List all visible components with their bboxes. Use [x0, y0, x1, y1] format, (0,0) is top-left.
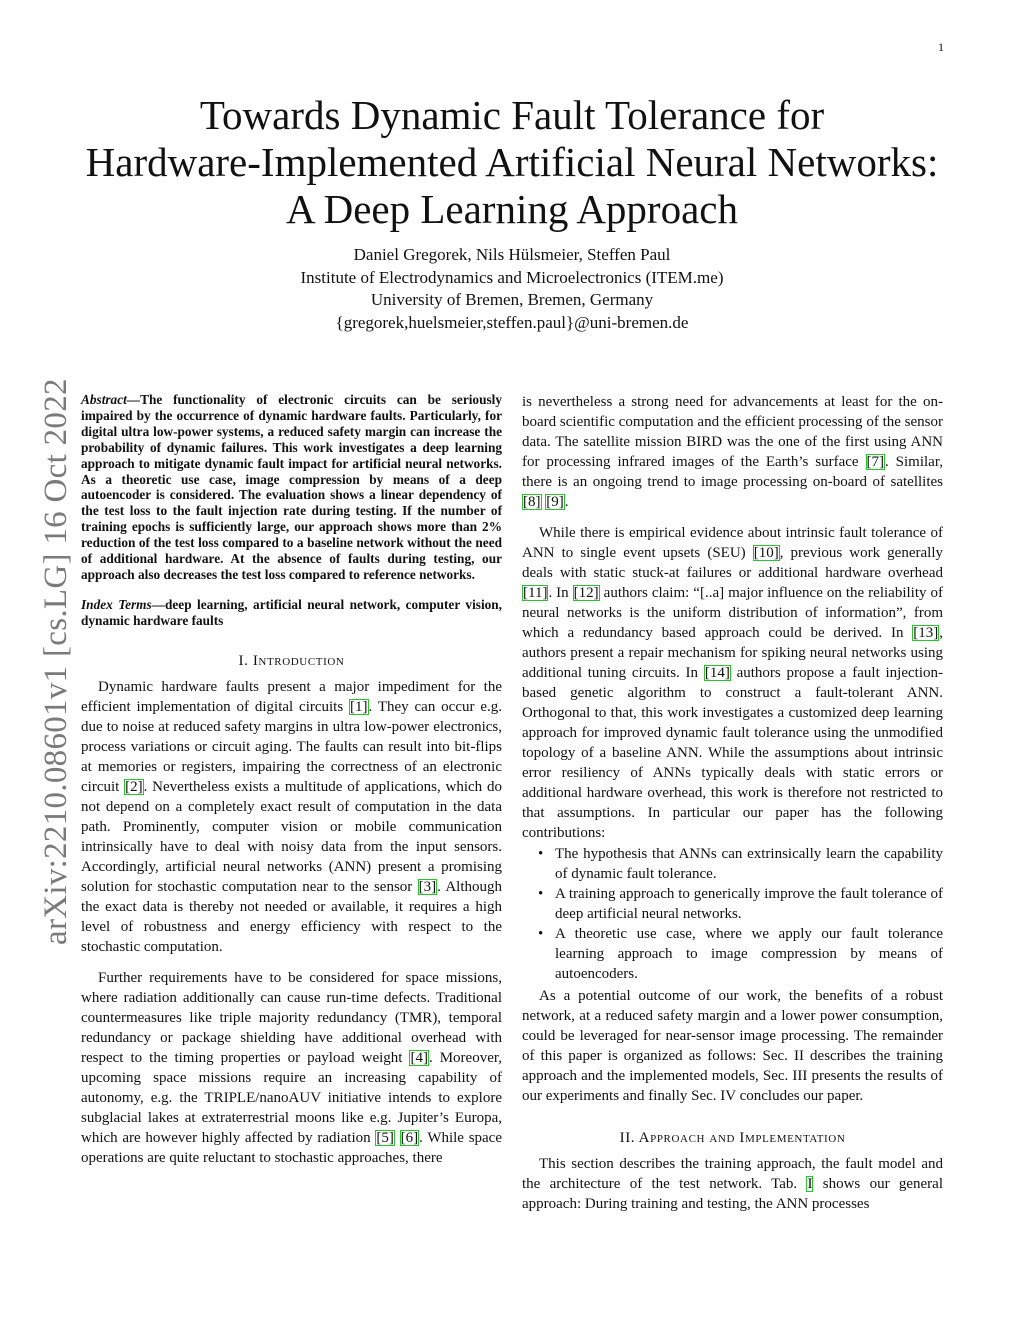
section-heading-introduction: I. Introduction: [238, 652, 345, 669]
paragraph: As a potential outcome of our work, the benefits of a robust network, at a reduced safety margin and a lower power consumption, could be leveraged for near-sensor image processing. The remainder of this paper is organized as follows: Sec. II describes the training approach and the implemented models, Sec. III presents the results of our experiments and finally Sec. IV concludes our paper.: [522, 988, 943, 1104]
right-column: [522, 392, 943, 1214]
citation-link[interactable]: [5]: [376, 1129, 394, 1146]
author-block: [160, 244, 864, 334]
abstract-label: Abstract—: [81, 392, 141, 407]
citation-link[interactable]: [6]: [400, 1129, 419, 1146]
email[interactable]: {gregorek,huelsmeier,steffen.paul}@uni-bremen.de: [335, 312, 689, 332]
citation-link[interactable]: [14]: [704, 665, 730, 681]
citation-link[interactable]: [10]: [753, 545, 779, 561]
abstract-text: The functionality of electronic circuits can be seriously impaired by the occurrence of dynamic hardware faults. Particularly, for digital ultra low-power systems, a reduced safety margin can increase the probability of dynamic failures. This work investigates a deep learning approach to mitigate dynamic fault impact for artificial neural networks. As a theoretic use case, image compression by means of a deep autoencoder is considered. The evaluation shows a linear dependency of the test loss to the fault injection rate during testing. If the number of training epochs is sufficiently large, our approach shows more than 2% reduction of the test loss compared to a baseline network without the need of additional hardware. At the absence of faults during testing, our approach also decreases the test loss compared to reference networks.: [81, 392, 502, 582]
contributions-list: [522, 844, 943, 984]
abstract: [81, 392, 502, 583]
citation-link[interactable]: [8]: [523, 494, 541, 510]
paragraph-continued: . While space operations are quite reluctant to stochastic approaches, there: [81, 1129, 503, 1166]
page-number: 1: [938, 40, 944, 54]
authors: Daniel Gregorek, Nils Hülsmeier, Steffen Paul: [353, 245, 671, 264]
arxiv-identifier[interactable]: arXiv:2210.08601v1 [cs.LG] 16 Oct 2022: [38, 378, 74, 945]
index-terms-label: Index Terms—: [81, 596, 165, 612]
index-terms: [81, 597, 502, 629]
paragraph: Dynamic hardware faults present a major impediment for the efficient implementation of digital circuits [1]. They can occur e.g. due to noise at reduced safety margins in ultra low-power electronics, process variations or circuit aging. The faults can result into bit-flips at memories or registers, impairing the correctness of an electronic circuit [2]. Nevertheless exists a multitude of applications, which do not depend on a completely exact result of computation in the data path. Prominently, computer vision or mobile communication intrinsically have to deal with noisy data from the input sensors. Accordingly, artificial neural networks (ANN) present a promising solution for stochastic computation near to the sensor [3]. Although the exact data is thereby not needed or available, it requires a high level of robustness and energy efficiency with respect to the stochastic computation.: [81, 678, 502, 955]
citation-link[interactable]: [4]: [410, 1049, 428, 1066]
citation-link[interactable]: [13]: [913, 625, 939, 641]
title-line: Towards Dynamic Fault Tolerance for: [199, 92, 825, 138]
citation-link[interactable]: [3]: [418, 878, 437, 895]
table-reference-link[interactable]: I: [807, 1176, 813, 1192]
citation-link[interactable]: [11]: [523, 585, 548, 601]
citation-link[interactable]: [9]: [546, 494, 564, 510]
paper-title: [60, 92, 964, 233]
title-line: A Deep Learning Approach: [286, 186, 738, 232]
affiliation: Institute of Electrodynamics and Microelectronics (ITEM.me): [300, 267, 724, 287]
citation-link[interactable]: [7]: [866, 454, 884, 470]
section-heading-approach: II. Approach and Implementation: [619, 1130, 846, 1146]
index-terms-text: deep learning, artificial neural network, computer vision, dynamic hardware faults: [81, 596, 502, 628]
paragraph: This section describes the training approach, the fault model and the architecture of the test network. Tab. I shows our general approach: During training and testing, the ANN processes: [522, 1156, 943, 1212]
citation-link[interactable]: [2]: [125, 778, 143, 795]
citation-link[interactable]: [12]: [573, 585, 599, 601]
paragraph-continuation: is nevertheless a strong need for advancements at least for the on-board scientific computation and the efficient processing of the sensor data. The satellite mission BIRD was the one of the first using ANN for processing infrared images of the Earth’s surface [7]. Similar, there is an ongoing trend to image processing on-board of satellites [8] [9].: [522, 394, 943, 510]
list-item: • The hypothesis that ANNs can extrinsically learn the capability of dynamic fault tolerance.: [555, 844, 943, 884]
paragraph: While there is empirical evidence about intrinsic fault tolerance of ANN to single event upsets (SEU) [10], previous work generally deals with static stuck-at failures or additional hardware overhead [11]. In [12] authors claim: “[..a] major influence on the reliability of neural networks is the uniform distribution of information”, from which a redundancy based approach could be derived. In [13], authors present a repair mechanism for spiking neural networks using additional tuning circuits. In [14] authors propose a fault injection-based genetic algorithm to construct a fault-tolerant ANN. Orthogonal to that, this work investigates a customized deep learning approach for improved dynamic fault tolerance using the unmodified topology of a baseline ANN. While the assumptions about intrinsic error resiliency of ANNs typically deals with static errors or additional hardware overhead, this work is therefore not restricted to that assumptions. In particular our paper has the following contributions:: [522, 525, 943, 841]
title-line: Hardware-Implemented Artificial Neural Networks:: [85, 139, 939, 185]
list-item: • A training approach to generically improve the fault tolerance of deep artificial neural networks.: [555, 884, 943, 924]
paragraph: Further requirements have to be considered for space missions, where radiation additionally can cause run-time defects. Traditional countermeasures like triple majority redundancy (TMR), temporal redundancy or package shielding have additional overhead with respect to the timing properties or payload weight [4]. Moreover, upcoming space missions require an increasing capability of autonomy, e.g. the TRIPLE/nanoAUV initiative intends to explore subglacial lakes at extraterrestrial moons like e.g. Jupiter’s Europa, which are however highly affected by radiation [5] [6]. While space operations are quite reluctant to stochastic approaches, there: [81, 969, 503, 1166]
left-column: [81, 392, 502, 1168]
citation-link[interactable]: [1]: [350, 698, 368, 715]
list-item: • A theoretic use case, where we apply our fault tolerance learning approach to image compression by means of autoencoders.: [555, 924, 943, 984]
university: University of Bremen, Bremen, Germany: [370, 290, 654, 309]
